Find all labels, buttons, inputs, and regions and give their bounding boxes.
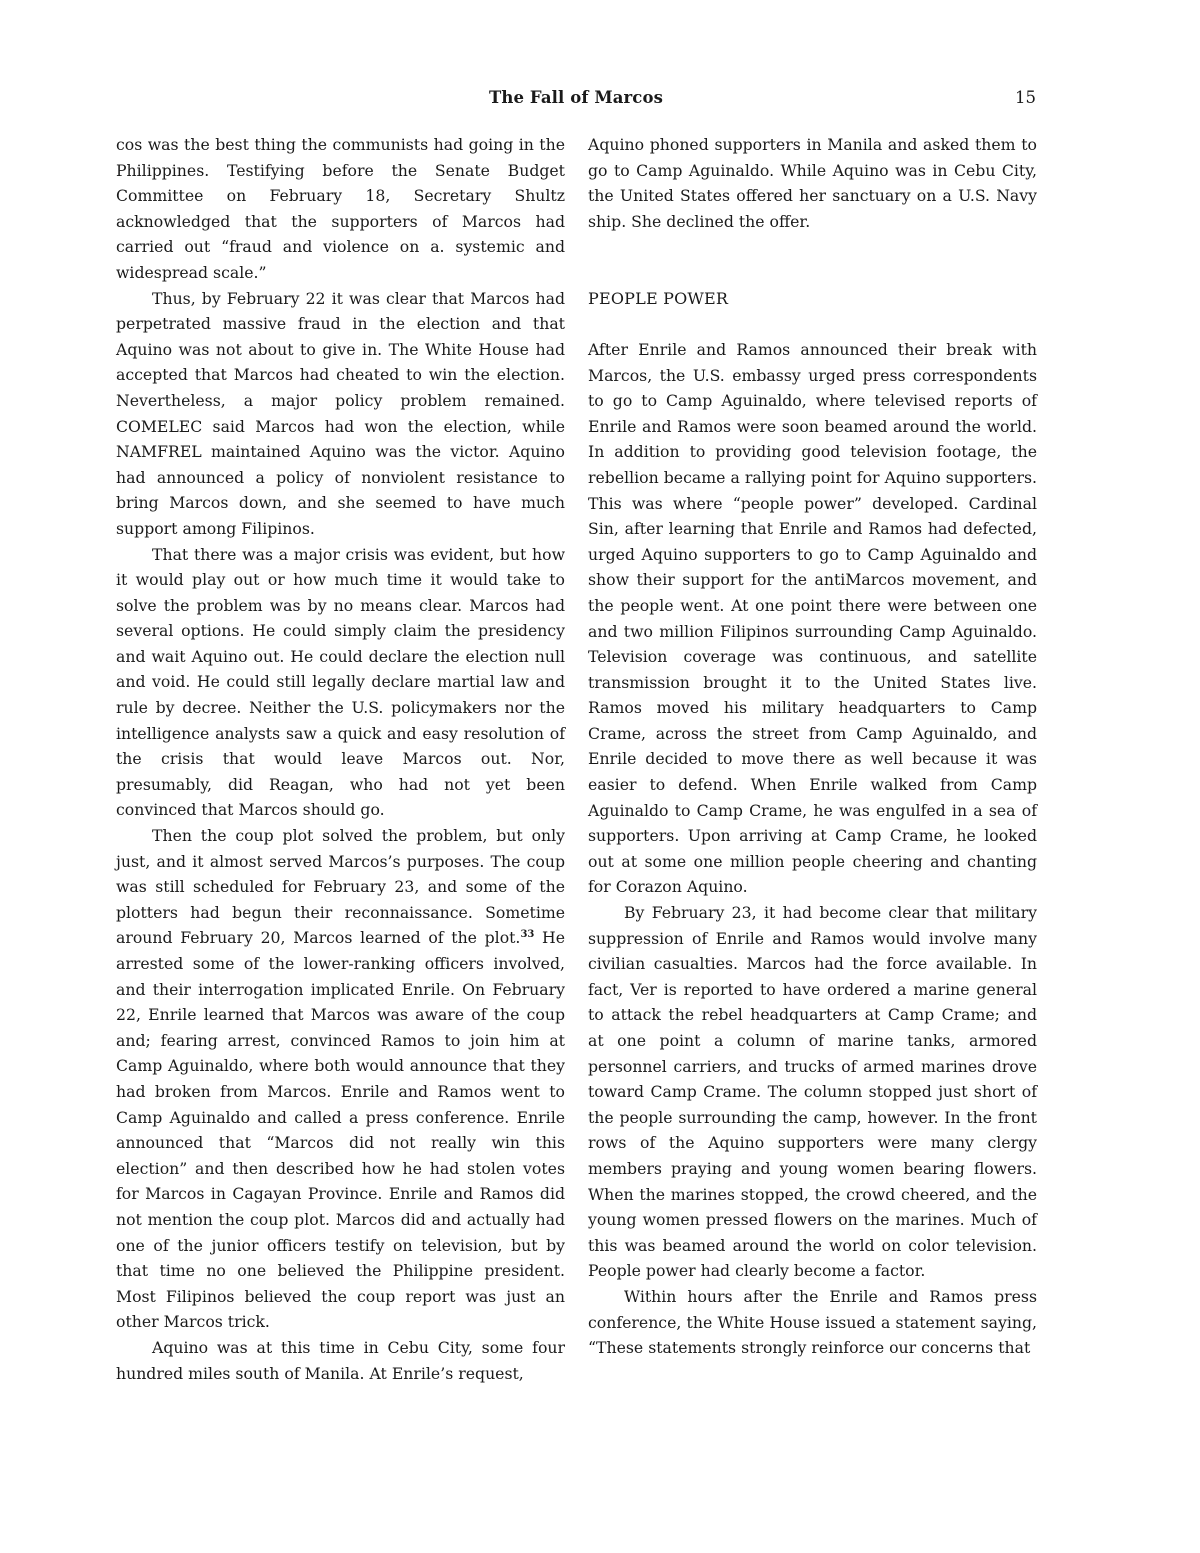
- footnote-reference[interactable]: 33: [520, 929, 535, 941]
- running-title: The Fall of Marcos: [489, 88, 663, 107]
- paragraph: That there was a major crisis was evident, but how it would play out or how much time it would take to solve the problem was by no means clear. Marcos had several options. He could simply claim the presidency and wait Aquino out. He could declare the election null and void. He could still legally declare martial law and rule by decree. Neither the U.S. policymakers nor the intelligence analysts saw a quick and easy resolution of the crisis that would leave Marcos out. Nor, presumably, did Reagan, who had not yet been convinced that Marcos should go.: [116, 544, 565, 820]
- paragraph: [116, 823, 565, 1335]
- paragraph: Within hours after the Enrile and Ramos press conference, the White House issued a statement saying, “These statements strongly reinforce our concerns that: [588, 1286, 1037, 1358]
- paragraph: Thus, by February 22 it was clear that Marcos had perpetrated massive fraud in the election and that Aquino was not about to give in. The White House had accepted that Marcos had cheated to win the election. Nevertheless, a major policy problem remained. COMELEC said Marcos had won the election, while NAMFREL maintained Aquino was the victor. Aquino had announced a policy of nonviolent resistance to bring Marcos down, and she seemed to have much support among Filipinos.: [116, 288, 565, 538]
- paragraph: After Enrile and Ramos announced their break with Marcos, the U.S. embassy urged press correspondents to go to Camp Aguinaldo, where televised reports of Enrile and Ramos were soon beamed around the world. In addition to providing good television footage, the rebellion became a rallying point for Aquino supporters. This was where “people power” developed. Cardinal Sin, after learning that Enrile and Ramos had defected, urged Aquino supporters to go to Camp Aguinaldo and show their support for the antiMarcos movement, and the people went. At one point there were between one and two million Filipinos surrounding Camp Aguinaldo. Television coverage was continuous, and satellite transmission brought it to the United States live. Ramos moved his military headquarters to Camp Crame, across the street from Camp Aguinaldo, and Enrile decided to move there as well because it was easier to defend. When Enrile walked from Camp Aguinaldo to Camp Crame, he was engulfed in a sea of supporters. Upon arriving at Camp Crame, he looked out at some one million people cheering and chanting for Corazon Aquino.: [588, 339, 1037, 897]
- section-heading: PEOPLE POWER: [588, 289, 729, 309]
- running-head: [116, 88, 1036, 116]
- page-number: 15: [1015, 88, 1036, 107]
- left-column: [116, 132, 565, 1386]
- paragraph-text: Then the coup plot solved the problem, but only just, and it almost served Marcos’s purposes. The coup was still scheduled for February 23, and some of the plotters had begun their reconnaissance. Sometime around February 20, Marcos learned of the plot.: [116, 826, 565, 948]
- right-column: [588, 132, 1037, 1361]
- section-spacer: [588, 234, 1037, 286]
- section-spacer: [588, 312, 1037, 337]
- paragraph: Aquino phoned supporters in Manila and asked them to go to Camp Aguinaldo. While Aquino was in Cebu City, the United States offered her sanctuary on a U.S. Navy ship. She declined the offer.: [588, 135, 1037, 231]
- paragraph: By February 23, it had become clear that military suppression of Enrile and Ramos would involve many civilian casualties. Marcos had the force available. In fact, Ver is reported to have ordered a marine general to attack the rebel headquarters at Camp Crame; and at one point a column of marine tanks, armored personnel carriers, and trucks of armed marines drove toward Camp Crame. The column stopped just short of the people surrounding the camp, however. In the front rows of the Aquino supporters were many clergy members praying and young women bearing flowers. When the marines stopped, the crowd cheered, and the young women pressed flowers on the marines. Much of this was beamed around the world on color television. People power had clearly become a factor.: [588, 903, 1037, 1281]
- paragraph: Aquino was at this time in Cebu City, some four hundred miles south of Manila. At Enrile’s request,: [116, 1337, 565, 1383]
- paragraph: cos was the best thing the communists had going in the Philippines. Testifying before the Senate Budget Committee on February 18, Secretary Shultz acknowledged that the supporters of Marcos had carried out “fraud and violence on a. systemic and widespread scale.”: [116, 135, 565, 282]
- paragraph-text: He arrested some of the lower-ranking officers involved, and their interrogation implicated Enrile. On February 22, Enrile learned that Marcos was aware of the coup and; fearing arrest, convinced Ramos to join him at Camp Aguinaldo, where both would announce that they had broken from Marcos. Enrile and Ramos went to Camp Aguinaldo and called a press conference. Enrile announced that “Marcos did not really win this election” and then described how he had stolen votes for Marcos in Cagayan Province. Enrile and Ramos did not mention the coup plot. Marcos did and actually had one of the junior officers testify on television, but by that time no one believed the Philippine president. Most Filipinos believed the coup report was just an other Marcos trick.: [116, 928, 566, 1332]
